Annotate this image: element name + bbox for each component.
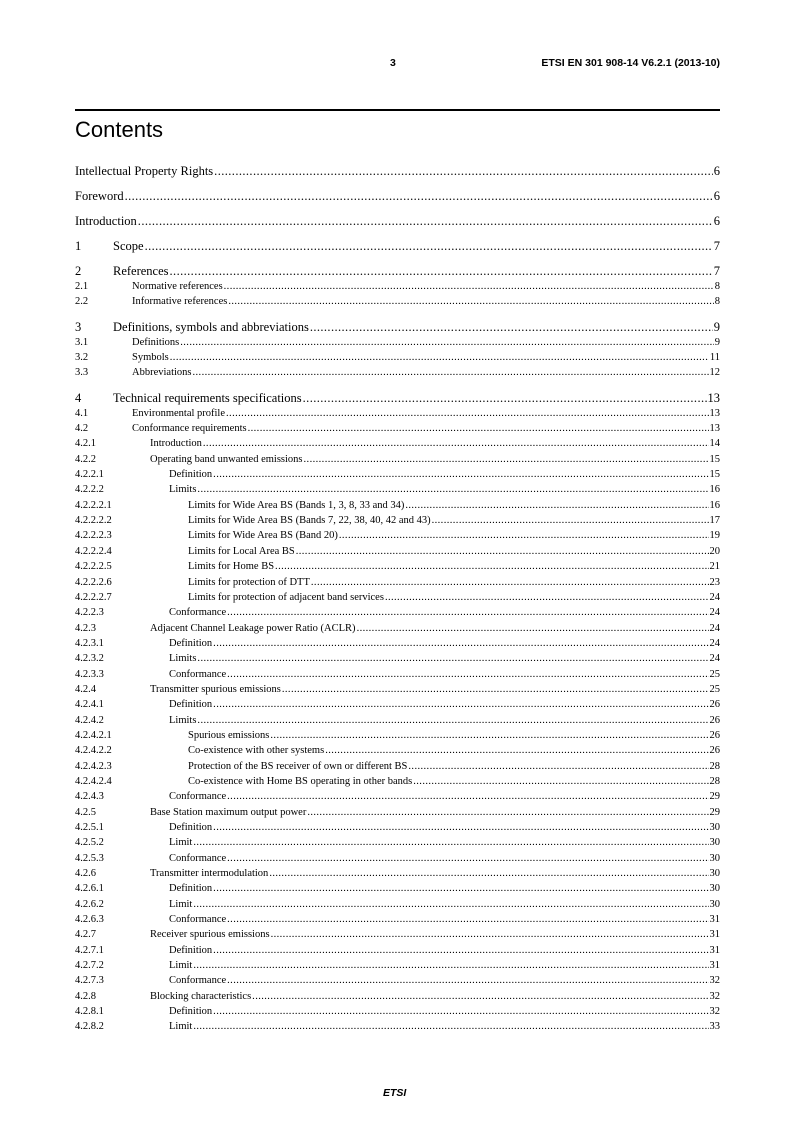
toc-entry-title[interactable]: Intellectual Property Rights xyxy=(75,164,214,178)
toc-entry-number: 4.2.7.3 xyxy=(75,975,104,987)
toc-entry-page: 30 xyxy=(709,852,720,864)
toc-entry-number: 4.2.4.2 xyxy=(75,714,104,726)
toc-entry-page: 23 xyxy=(709,576,720,588)
toc-entry-number: 4.2.2.2.2 xyxy=(75,515,112,527)
toc-entry[interactable] xyxy=(75,912,720,927)
toc-entry[interactable] xyxy=(75,713,720,728)
toc-entry-title[interactable]: Limits for Home BS xyxy=(188,561,275,573)
toc-entry-title[interactable]: Definition xyxy=(169,699,213,711)
toc-entry[interactable] xyxy=(75,728,720,743)
toc-entry-title[interactable]: Co-existence with Home BS operating in other bands xyxy=(188,775,413,787)
toc-entry-page: 11 xyxy=(709,352,720,364)
toc-entry-title[interactable]: Definitions xyxy=(132,336,180,348)
toc-entry[interactable] xyxy=(75,294,720,309)
dot-leader xyxy=(226,406,708,421)
dot-leader xyxy=(252,989,708,1004)
toc-entry[interactable] xyxy=(75,559,720,574)
toc-entry-number: 4.2.7 xyxy=(75,929,96,941)
toc-entry-page: 16 xyxy=(709,499,720,511)
toc-entry-number: 4.2.2.2.6 xyxy=(75,576,112,588)
toc-entry-title[interactable]: Conformance xyxy=(169,852,227,864)
toc-entry[interactable] xyxy=(75,697,720,712)
dot-leader xyxy=(138,213,713,229)
toc-entry-title[interactable]: Definition xyxy=(169,637,213,649)
toc-entry-page: 31 xyxy=(709,929,720,941)
dot-leader xyxy=(213,881,708,896)
toc-entry-page: 20 xyxy=(709,545,720,557)
dot-leader xyxy=(213,1004,708,1019)
toc-entry[interactable] xyxy=(75,421,720,436)
toc-entry-page: 32 xyxy=(709,975,720,987)
toc-entry-title[interactable]: Base Station maximum output power xyxy=(150,806,307,818)
toc-entry[interactable] xyxy=(75,636,720,651)
table-of-contents xyxy=(75,163,720,1035)
toc-entry-number: 4.2.6.2 xyxy=(75,898,104,910)
toc-entry[interactable] xyxy=(75,667,720,682)
dot-leader xyxy=(271,927,709,942)
toc-entry-title[interactable]: Limits for protection of DTT xyxy=(188,576,310,588)
toc-entry-title[interactable]: Transmitter spurious emissions xyxy=(150,683,281,695)
dot-leader xyxy=(408,759,708,774)
dot-leader xyxy=(193,365,709,380)
toc-entry-title[interactable]: Informative references xyxy=(132,296,228,308)
dot-leader xyxy=(413,774,708,789)
toc-entry-page: 25 xyxy=(709,668,720,680)
toc-entry-page: 9 xyxy=(714,336,720,348)
dot-leader xyxy=(180,335,714,350)
toc-entry-title[interactable]: Abbreviations xyxy=(132,367,192,379)
toc-entry-number: 4.2.3.1 xyxy=(75,637,104,649)
toc-entry-page: 31 xyxy=(709,914,720,926)
toc-entry-title[interactable]: Conformance xyxy=(169,975,227,987)
toc-entry-title[interactable]: Limits xyxy=(169,714,197,726)
dot-leader xyxy=(197,482,708,497)
toc-entry-title[interactable]: Scope xyxy=(113,239,144,253)
document-identifier: ETSI EN 301 908-14 V6.2.1 (2013-10) xyxy=(541,57,720,69)
dot-leader xyxy=(170,263,713,279)
toc-entry-page: 30 xyxy=(709,898,720,910)
toc-entry-number: 4.2.4 xyxy=(75,683,96,695)
toc-entry-title[interactable]: Conformance xyxy=(169,607,227,619)
toc-entry[interactable] xyxy=(75,513,720,528)
toc-entry-title[interactable]: Limits for Wide Area BS (Bands 7, 22, 38, 40, 42 and 43) xyxy=(188,515,431,527)
toc-entry-page: 15 xyxy=(709,453,720,465)
toc-entry-number: 2.2 xyxy=(75,296,89,308)
footer-logo-text: ETSI xyxy=(383,1087,407,1099)
toc-entry-page: 8 xyxy=(714,281,720,292)
toc-entry-number: 4.2.7.1 xyxy=(75,944,104,956)
toc-entry[interactable] xyxy=(75,973,720,988)
toc-entry-number: 4.2.6.3 xyxy=(75,914,104,926)
toc-entry[interactable] xyxy=(75,866,720,881)
toc-entry-number: 4.2.6 xyxy=(75,868,96,880)
toc-entry-page: 26 xyxy=(709,745,720,757)
toc-entry-number: 4.2.2.2 xyxy=(75,484,104,496)
toc-entry-page: 24 xyxy=(709,653,720,665)
toc-entry-title[interactable]: Normative references xyxy=(132,281,223,292)
toc-entry-number: 4.2.7.2 xyxy=(75,960,104,972)
dot-leader xyxy=(214,163,713,179)
toc-entry-number: 4.2.2.2.1 xyxy=(75,499,112,511)
dot-leader xyxy=(325,743,708,758)
dot-leader xyxy=(269,866,708,881)
toc-entry[interactable] xyxy=(75,498,720,513)
toc-entry[interactable] xyxy=(75,544,720,559)
toc-entry-page: 30 xyxy=(709,883,720,895)
dot-leader xyxy=(339,528,709,543)
toc-entry-title[interactable]: Conformance requirements xyxy=(132,423,247,435)
toc-entry-title[interactable]: Limits for Wide Area BS (Band 20) xyxy=(188,530,338,542)
toc-entry-number: 4.2.2.2.3 xyxy=(75,530,112,542)
dot-leader xyxy=(227,851,708,866)
toc-entry-title[interactable]: Conformance xyxy=(169,668,227,680)
toc-entry-number: 4.2.3.3 xyxy=(75,668,104,680)
dot-leader xyxy=(197,713,708,728)
toc-entry[interactable] xyxy=(75,390,720,406)
toc-entry-page: 6 xyxy=(713,214,720,228)
toc-entry-title[interactable]: Definitions, symbols and abbreviations xyxy=(113,319,309,334)
dot-leader xyxy=(170,350,709,365)
toc-entry-page: 25 xyxy=(709,683,720,695)
dot-leader xyxy=(275,559,708,574)
toc-entry-number: 4.2.8.2 xyxy=(75,1021,104,1033)
toc-entry-number: 4 xyxy=(75,390,82,405)
dot-leader xyxy=(227,912,708,927)
toc-entry[interactable] xyxy=(75,279,720,294)
toc-entry-number: 4.2.4.2.3 xyxy=(75,760,112,772)
dot-leader xyxy=(213,820,708,835)
toc-entry-page: 19 xyxy=(709,530,720,542)
toc-entry[interactable] xyxy=(75,897,720,912)
toc-entry-title[interactable]: Limits for Local Area BS xyxy=(188,545,295,557)
toc-entry-title[interactable]: Limit xyxy=(169,960,193,972)
toc-entry-page: 26 xyxy=(709,699,720,711)
toc-entry-number: 4.2.2.2.7 xyxy=(75,591,112,603)
dot-leader xyxy=(227,789,708,804)
dot-leader xyxy=(193,1019,708,1034)
dot-leader xyxy=(227,973,708,988)
toc-entry-title[interactable]: Environmental profile xyxy=(132,407,226,419)
toc-entry-page: 30 xyxy=(709,822,720,833)
toc-entry-page: 32 xyxy=(709,990,720,1002)
toc-entry[interactable] xyxy=(75,350,720,365)
toc-entry[interactable] xyxy=(75,365,720,380)
dot-leader xyxy=(282,682,709,697)
toc-entry[interactable] xyxy=(75,436,720,451)
toc-entry[interactable] xyxy=(75,851,720,866)
toc-entry-number: 4.2.3 xyxy=(75,622,96,634)
toc-entry-page: 30 xyxy=(709,868,720,880)
dot-leader xyxy=(213,636,708,651)
dot-leader xyxy=(357,621,709,636)
toc-entry[interactable] xyxy=(75,743,720,758)
toc-entry-page: 14 xyxy=(709,438,720,450)
dot-leader xyxy=(193,835,708,850)
dot-leader xyxy=(270,728,708,743)
toc-entry[interactable] xyxy=(75,163,720,179)
toc-entry-page: 6 xyxy=(713,189,720,203)
toc-entry[interactable] xyxy=(75,881,720,896)
toc-entry-title[interactable]: Introduction xyxy=(75,214,137,228)
toc-entry[interactable] xyxy=(75,958,720,973)
toc-entry-title[interactable]: Transmitter intermodulation xyxy=(150,868,269,880)
toc-entry-number: 3.2 xyxy=(75,352,89,364)
toc-entry-number: 4.2.4.3 xyxy=(75,791,104,803)
toc-entry-number: 4.2.5.3 xyxy=(75,852,104,864)
toc-entry-number: 4.2.4.1 xyxy=(75,699,104,711)
toc-entry-number: 4.2.4.2.4 xyxy=(75,775,112,787)
toc-entry-page: 26 xyxy=(709,729,720,741)
toc-entry-title[interactable]: Limit xyxy=(169,837,193,849)
toc-entry-page: 24 xyxy=(709,591,720,603)
toc-entry-number: 4.2.4.2.1 xyxy=(75,729,112,741)
dot-leader xyxy=(248,421,709,436)
toc-entry-page: 13 xyxy=(707,390,720,405)
toc-entry-page: 7 xyxy=(713,239,720,253)
toc-entry-title[interactable]: Spurious emissions xyxy=(188,729,270,741)
toc-entry-page: 29 xyxy=(709,791,720,803)
toc-entry[interactable] xyxy=(75,943,720,958)
toc-entry-title[interactable]: Receiver spurious emissions xyxy=(150,929,270,941)
toc-entry[interactable] xyxy=(75,759,720,774)
toc-entry-title[interactable]: Definition xyxy=(169,822,213,833)
dot-leader xyxy=(307,805,708,820)
toc-entry-page: 28 xyxy=(709,775,720,787)
dot-leader xyxy=(303,390,707,406)
toc-entry-page: 15 xyxy=(709,469,720,481)
toc-entry-page: 30 xyxy=(709,837,720,849)
toc-entry[interactable] xyxy=(75,528,720,543)
toc-entry-number: 4.2.4.2.2 xyxy=(75,745,112,757)
toc-entry-page: 12 xyxy=(709,367,720,379)
dot-leader xyxy=(227,667,708,682)
toc-entry-title[interactable]: Foreword xyxy=(75,189,124,203)
toc-entry[interactable] xyxy=(75,835,720,850)
toc-entry[interactable] xyxy=(75,452,720,467)
toc-entry-number: 4.2.2 xyxy=(75,453,96,465)
toc-entry-number: 4.2.3.2 xyxy=(75,653,104,665)
toc-entry[interactable] xyxy=(75,406,720,421)
toc-entry[interactable] xyxy=(75,590,720,605)
toc-entry-title[interactable]: Technical requirements specifications xyxy=(113,390,302,405)
header-rule xyxy=(75,109,720,111)
toc-entry-number: 4.2.2.2.5 xyxy=(75,561,112,573)
toc-entry-page: 24 xyxy=(709,607,720,619)
toc-entry-page: 13 xyxy=(709,423,720,435)
toc-entry-number: 4.2.2.1 xyxy=(75,469,104,481)
toc-entry-number: 1 xyxy=(75,239,82,253)
dot-leader xyxy=(145,238,713,254)
toc-entry-number: 4.2.8 xyxy=(75,990,96,1002)
toc-entry-page: 26 xyxy=(709,714,720,726)
toc-entry-title[interactable]: Blocking characteristics xyxy=(150,990,252,1002)
page-number: 3 xyxy=(390,57,396,69)
toc-entry-page: 21 xyxy=(709,561,720,573)
toc-entry[interactable] xyxy=(75,789,720,804)
toc-entry-title[interactable]: Introduction xyxy=(150,438,202,450)
toc-entry[interactable] xyxy=(75,575,720,590)
toc-entry-page: 8 xyxy=(714,296,720,308)
toc-entry-number: 4.2.5 xyxy=(75,806,96,818)
dot-leader xyxy=(193,897,708,912)
toc-entry[interactable] xyxy=(75,989,720,1004)
toc-entry-page: 33 xyxy=(709,1021,720,1033)
toc-entry[interactable] xyxy=(75,335,720,350)
toc-entry-title[interactable]: Protection of the BS receiver of own or different BS xyxy=(188,760,408,772)
toc-entry-page: 9 xyxy=(713,319,720,334)
toc-entry-number: 3 xyxy=(75,319,82,334)
toc-entry-title[interactable]: Limits xyxy=(169,653,197,665)
toc-entry[interactable] xyxy=(75,213,720,229)
toc-entry-title[interactable]: Co-existence with other systems xyxy=(188,745,325,757)
toc-entry-title[interactable]: Limit xyxy=(169,898,193,910)
toc-entry[interactable] xyxy=(75,319,720,335)
toc-entry-number: 3.3 xyxy=(75,367,89,379)
toc-entry-title[interactable]: Limits for Wide Area BS (Bands 1, 3, 8, 33 and 34) xyxy=(188,499,405,511)
toc-entry-title[interactable]: Definition xyxy=(169,944,213,956)
toc-entry-number: 4.2.6.1 xyxy=(75,883,104,895)
toc-entry-page: 28 xyxy=(709,760,720,772)
dot-leader xyxy=(203,436,709,451)
dot-leader xyxy=(193,958,708,973)
dot-leader xyxy=(228,294,713,309)
toc-entry[interactable] xyxy=(75,927,720,942)
toc-entry-number: 4.2.5.2 xyxy=(75,837,104,849)
toc-entry-page: 31 xyxy=(709,944,720,956)
toc-entry-title[interactable]: Definition xyxy=(169,1006,213,1018)
toc-entry[interactable] xyxy=(75,605,720,620)
dot-leader xyxy=(224,279,714,294)
toc-entry-number: 4.2.8.1 xyxy=(75,1006,104,1018)
toc-entry-title[interactable]: Symbols xyxy=(132,352,169,364)
dot-leader xyxy=(405,498,708,513)
toc-entry[interactable] xyxy=(75,682,720,697)
toc-entry-number: 2 xyxy=(75,264,82,278)
toc-entry-title[interactable]: Adjacent Channel Leakage power Ratio (ACLR) xyxy=(150,622,356,634)
toc-entry-page: 17 xyxy=(709,515,720,527)
toc-entry-page: 16 xyxy=(709,484,720,496)
toc-entry-page: 31 xyxy=(709,960,720,972)
toc-entry[interactable] xyxy=(75,467,720,482)
page-title: Contents xyxy=(75,117,164,142)
dot-leader xyxy=(310,319,713,335)
toc-entry-number: 4.2.2.2.4 xyxy=(75,545,112,557)
toc-entry-number: 4.2.1 xyxy=(75,438,96,450)
toc-entry[interactable] xyxy=(75,482,720,497)
dot-leader xyxy=(296,544,709,559)
dot-leader xyxy=(125,188,713,204)
toc-entry-title[interactable]: Limits for protection of adjacent band services xyxy=(188,591,384,603)
toc-entry-page: 24 xyxy=(709,622,720,634)
toc-entry-number: 4.2 xyxy=(75,423,89,435)
dot-leader xyxy=(197,651,708,666)
dot-leader xyxy=(227,605,708,620)
toc-entry-number: 2.1 xyxy=(75,281,89,292)
toc-entry-number: 4.1 xyxy=(75,407,89,419)
toc-entry-page: 24 xyxy=(709,637,720,649)
toc-entry[interactable] xyxy=(75,621,720,636)
toc-entry-title[interactable]: Definition xyxy=(169,469,213,481)
toc-entry-title[interactable]: Conformance xyxy=(169,914,227,926)
toc-entry-number: 3.1 xyxy=(75,336,89,348)
toc-entry[interactable] xyxy=(75,651,720,666)
dot-leader xyxy=(213,943,708,958)
toc-entry-number: 4.2.2.3 xyxy=(75,607,104,619)
toc-entry-page: 13 xyxy=(709,407,720,419)
toc-entry[interactable] xyxy=(75,805,720,820)
toc-entry-page: 6 xyxy=(713,164,720,178)
toc-entry-title[interactable]: Limit xyxy=(169,1021,193,1033)
toc-entry-title[interactable]: Conformance xyxy=(169,791,227,803)
toc-entry-title[interactable]: Limits xyxy=(169,484,197,496)
toc-entry[interactable] xyxy=(75,238,720,254)
dot-leader xyxy=(304,452,709,467)
toc-entry-title[interactable]: Operating band unwanted emissions xyxy=(150,453,303,465)
toc-entry-page: 32 xyxy=(709,1006,720,1018)
dot-leader xyxy=(385,590,709,605)
dot-leader xyxy=(432,513,709,528)
toc-entry-page: 29 xyxy=(709,806,720,818)
dot-leader xyxy=(311,575,709,590)
toc-entry-title[interactable]: Definition xyxy=(169,883,213,895)
toc-entry-page: 7 xyxy=(713,264,720,278)
dot-leader xyxy=(213,697,708,712)
toc-entry[interactable] xyxy=(75,820,720,835)
toc-entry[interactable] xyxy=(75,263,720,279)
toc-entry[interactable] xyxy=(75,1004,720,1019)
toc-entry-number: 4.2.5.1 xyxy=(75,822,104,833)
toc-entry-title[interactable]: References xyxy=(113,264,169,278)
toc-entry[interactable] xyxy=(75,188,720,204)
dot-leader xyxy=(213,467,708,482)
toc-entry[interactable] xyxy=(75,1019,720,1034)
toc-entry[interactable] xyxy=(75,774,720,789)
